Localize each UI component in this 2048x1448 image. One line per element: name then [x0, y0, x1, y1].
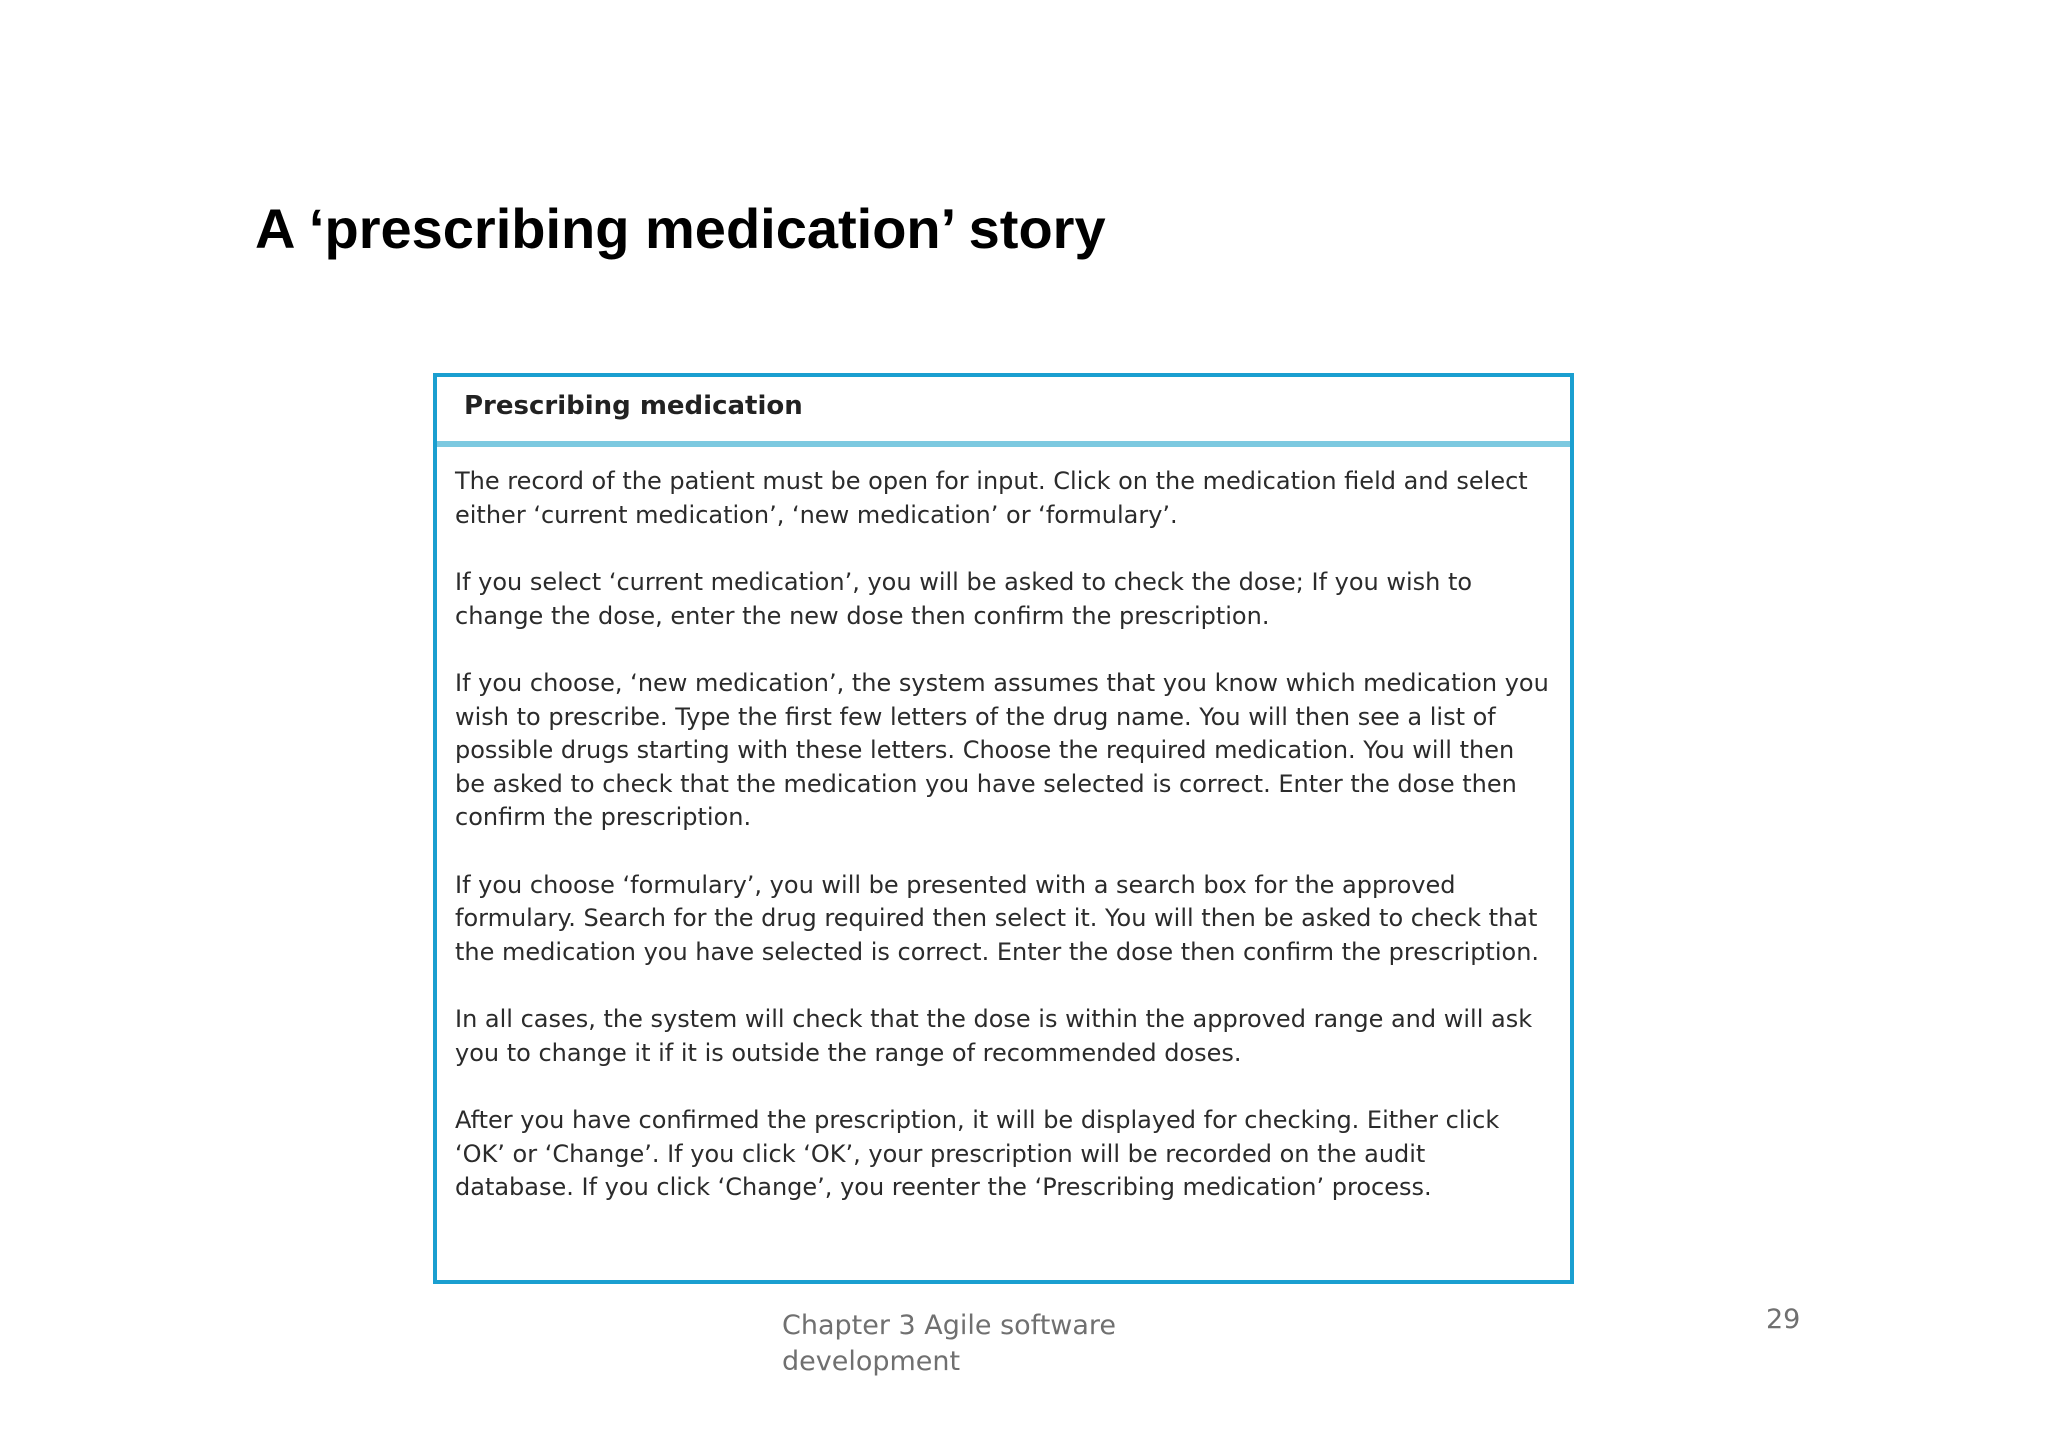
page-number: 29 — [1766, 1304, 1801, 1335]
story-paragraph: After you have confirmed the prescription, it will be displayed for checking. Either click ‘OK’ or ‘Change’. If you click ‘OK’, your prescription will be recorded on the audit database. If you click ‘Change’, you reenter the ‘Prescribing medication’ process. — [455, 1106, 1500, 1201]
story-card-header: Prescribing medication — [464, 391, 803, 421]
story-paragraph: If you choose ‘formulary’, you will be presented with a search box for the approved formulary. Search for the drug required then select it. You will then be asked to check that the medication you have selected is correct. Enter the dose then confirm the prescription. — [455, 870, 1540, 966]
story-card — [433, 373, 1574, 1284]
slide-title: A ‘prescribing medication’ story — [255, 197, 1106, 260]
story-paragraph: The record of the patient must be open for input. Click on the medication field and select either ‘current medication’, ‘new medication’ or ‘formulary’. — [455, 467, 1528, 529]
story-paragraph: If you choose, ‘new medication’, the system assumes that you know which medication you wish to prescribe. Type the first few letters of the drug name. You will then see a list of possible drugs starting with these letters. Choose the required medication. You will then be asked to check that the medication you have selected is correct. Enter the dose then confirm the prescription. — [455, 669, 1549, 831]
slide-footer: Chapter 3 Agile software development — [782, 1310, 1117, 1377]
story-paragraph: If you select ‘current medication’, you will be asked to check the dose; If you wish to change the dose, enter the new dose then confirm the prescription. — [455, 568, 1473, 630]
story-paragraph: In all cases, the system will check that the dose is within the approved range and will ask you to change it if it is outside the range of recommended doses. — [455, 1005, 1533, 1067]
story-header-divider — [437, 441, 1570, 447]
story-card-body — [455, 465, 1550, 1205]
